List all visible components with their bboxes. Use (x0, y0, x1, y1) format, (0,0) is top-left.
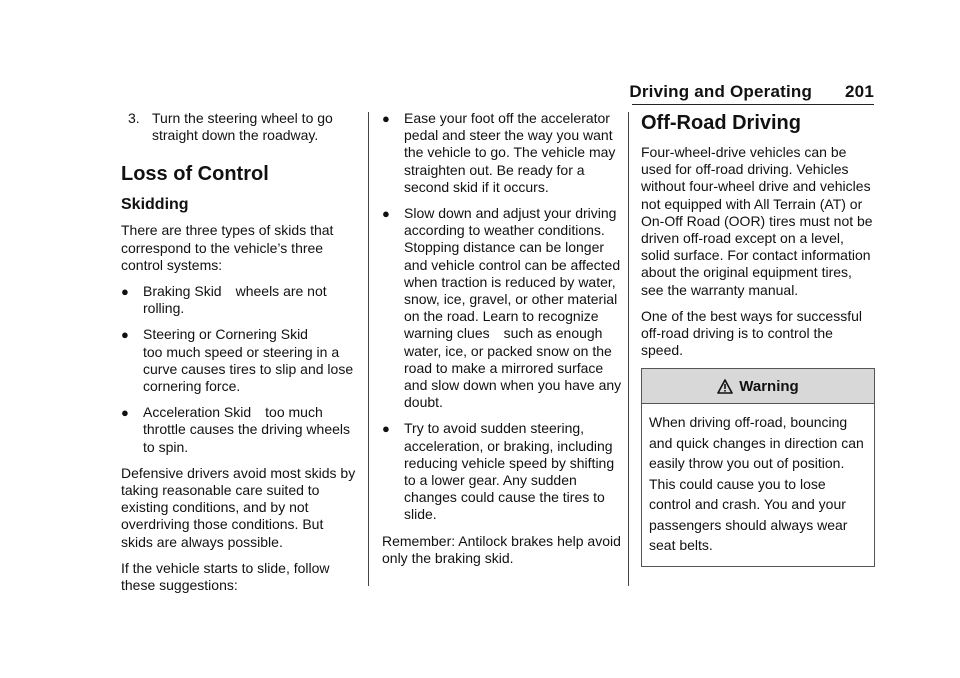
warning-text: When driving off-road, bouncing and quick changes in direction can easily throw you out of position. This could cause you to lose control and crash. You and your passengers should always wear seat belts. (649, 414, 864, 554)
column-divider-2 (628, 112, 629, 586)
list-item (382, 110, 622, 196)
list-item (121, 404, 357, 456)
suggestion-text: Try to avoid sudden steering, acceleration, or braking, including reducing vehicle speed by shifting to a lower gear. Any sudden changes could cause the tires to slide. (404, 420, 615, 523)
skid-term: Braking Skid (143, 283, 222, 300)
suggestion-part: and slow down when you have any doubt. (404, 377, 622, 411)
page-header (629, 82, 874, 102)
page-number: 201 (845, 82, 874, 101)
off-road-paragraph-1: Four-wheel-drive vehicles can be used for off-road driving. Vehicles without four-wheel drive and vehicles not equipped with All Terrain (AT) or On-Off Road (OOR) tires must not be driven off-road except on a level, solid surface. For contact information about the original equipment tires, see the warranty manual. (641, 144, 873, 298)
defensive-drivers-paragraph: Defensive drivers avoid most skids by taking reasonable care suited to existing conditions, and by not overdriving those conditions. But skids are always possible. (121, 464, 356, 550)
step-text: Turn the steering wheel to go straight down the roadway. (152, 110, 333, 144)
bullet-icon: ● (382, 421, 390, 437)
header-rule (632, 104, 874, 105)
suggestion-text (404, 205, 622, 411)
warning-triangle-icon (717, 379, 733, 394)
skidding-subheading: Skidding (121, 196, 189, 214)
step-3 (121, 110, 357, 144)
off-road-heading: Off-Road Driving (641, 112, 801, 134)
slide-suggestions-paragraph: If the vehicle starts to slide, follow these suggestions: (121, 559, 330, 594)
list-item (121, 283, 357, 317)
column-2 (382, 110, 622, 576)
skid-desc: wheels are not rolling. (143, 283, 327, 317)
suggestion-part: Slow down and adjust your driving according to weather conditions. Stopping distance can be longer and vehicle control can be affected when traction is reduced by water, snow, ice, gravel, or other material on the road. Learn to recognize warning clues (404, 205, 621, 342)
warning-title: Warning (739, 377, 799, 395)
bullet-icon: ● (382, 206, 390, 222)
remember-paragraph: Remember: Antilock brakes help avoid only the braking skid. (382, 532, 621, 566)
list-item (121, 326, 357, 395)
skid-term: Steering or Cornering Skid (143, 326, 308, 343)
section-title: Driving and Operating (629, 82, 813, 101)
bullet-icon: ● (121, 284, 129, 300)
suggestion-part: such as enough water, ice, or packed snow on the road to make a mirrored surface (404, 325, 612, 376)
list-item (382, 420, 622, 523)
suggestion-text: Ease your foot off the accelerator pedal and steer the way you want the vehicle to go. The vehicle may straighten out. Be ready for a second skid if it occurs. (404, 110, 616, 195)
column-3 (641, 110, 875, 567)
list-item (382, 205, 622, 411)
skid-desc: too much throttle causes the driving wheels to spin. (143, 404, 350, 455)
off-road-paragraph-2: One of the best ways for successful off-road driving is to control the speed. (641, 307, 862, 359)
skid-desc: too much speed or steering in a curve causes tires to slip and lose cornering force. (143, 343, 354, 395)
skid-term: Acceleration Skid (143, 404, 252, 421)
bullet-icon: ● (382, 111, 390, 126)
warning-header (642, 369, 874, 404)
bullet-icon: ● (121, 405, 129, 421)
column-1 (121, 110, 357, 603)
loss-of-control-heading: Loss of Control (121, 163, 269, 186)
skid-intro: There are three types of skids that correspond to the vehicle’s three control systems: (121, 222, 334, 273)
column-divider-1 (368, 112, 369, 586)
warning-box (641, 368, 875, 567)
step-number: 3. (128, 110, 140, 126)
bullet-icon: ● (121, 327, 129, 343)
